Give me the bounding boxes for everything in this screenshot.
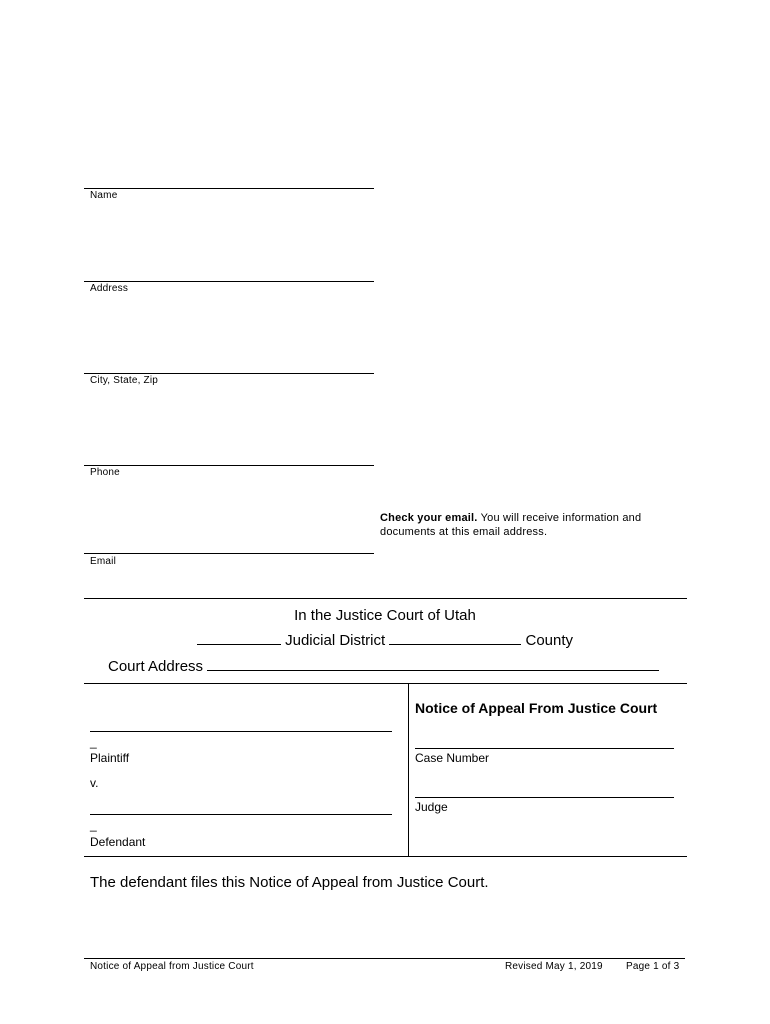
- email-note-bold: Check your email.: [380, 512, 478, 524]
- judge-label: Judge: [415, 800, 448, 814]
- form-title: Notice of Appeal From Justice Court: [415, 700, 658, 716]
- email-label: Email: [90, 556, 117, 567]
- name-line[interactable]: [84, 188, 374, 189]
- footer-rule: [84, 958, 685, 959]
- court-top-rule: [84, 598, 687, 599]
- case-number-line[interactable]: [415, 748, 674, 749]
- plaintiff-line[interactable]: [90, 731, 392, 732]
- phone-label: Phone: [90, 467, 120, 478]
- defendant-line[interactable]: [90, 814, 392, 815]
- email-note: [380, 511, 660, 539]
- judicial-district-field[interactable]: [197, 632, 281, 645]
- footer-revised: Revised May 1, 2019: [505, 961, 603, 972]
- email-line[interactable]: [84, 553, 374, 554]
- city-state-zip-label: City, State, Zip: [90, 375, 159, 386]
- plaintiff-label: Plaintiff: [90, 751, 130, 765]
- city-state-zip-line[interactable]: [84, 373, 374, 374]
- judicial-district-row: [0, 632, 770, 649]
- name-label: Name: [90, 190, 118, 201]
- county-field[interactable]: [389, 632, 521, 645]
- caption-top-rule: [84, 683, 687, 684]
- judicial-district-label: Judicial District: [285, 632, 386, 649]
- address-line[interactable]: [84, 281, 374, 282]
- address-label: Address: [90, 283, 129, 294]
- appeal-statement: The defendant files this Notice of Appeal from Justice Court.: [90, 874, 489, 891]
- versus-label: v.: [90, 776, 99, 790]
- email-note-text: You will receive information and documents at this email address.: [380, 512, 642, 538]
- footer-page-number: Page 1 of 3: [626, 961, 680, 972]
- footer-form-name: Notice of Appeal from Justice Court: [90, 961, 254, 972]
- case-number-label: Case Number: [415, 751, 490, 765]
- county-label: County: [525, 632, 574, 649]
- court-title: In the Justice Court of Utah: [294, 607, 476, 624]
- caption-bottom-rule: [84, 856, 687, 857]
- court-address-field[interactable]: [207, 658, 659, 671]
- court-address-row: [108, 658, 659, 675]
- defendant-underscore: _: [90, 818, 97, 832]
- court-address-label: Court Address: [108, 658, 204, 675]
- defendant-label: Defendant: [90, 835, 146, 849]
- plaintiff-underscore: _: [90, 735, 97, 749]
- caption-divider: [408, 683, 409, 857]
- judge-line[interactable]: [415, 797, 674, 798]
- phone-line[interactable]: [84, 465, 374, 466]
